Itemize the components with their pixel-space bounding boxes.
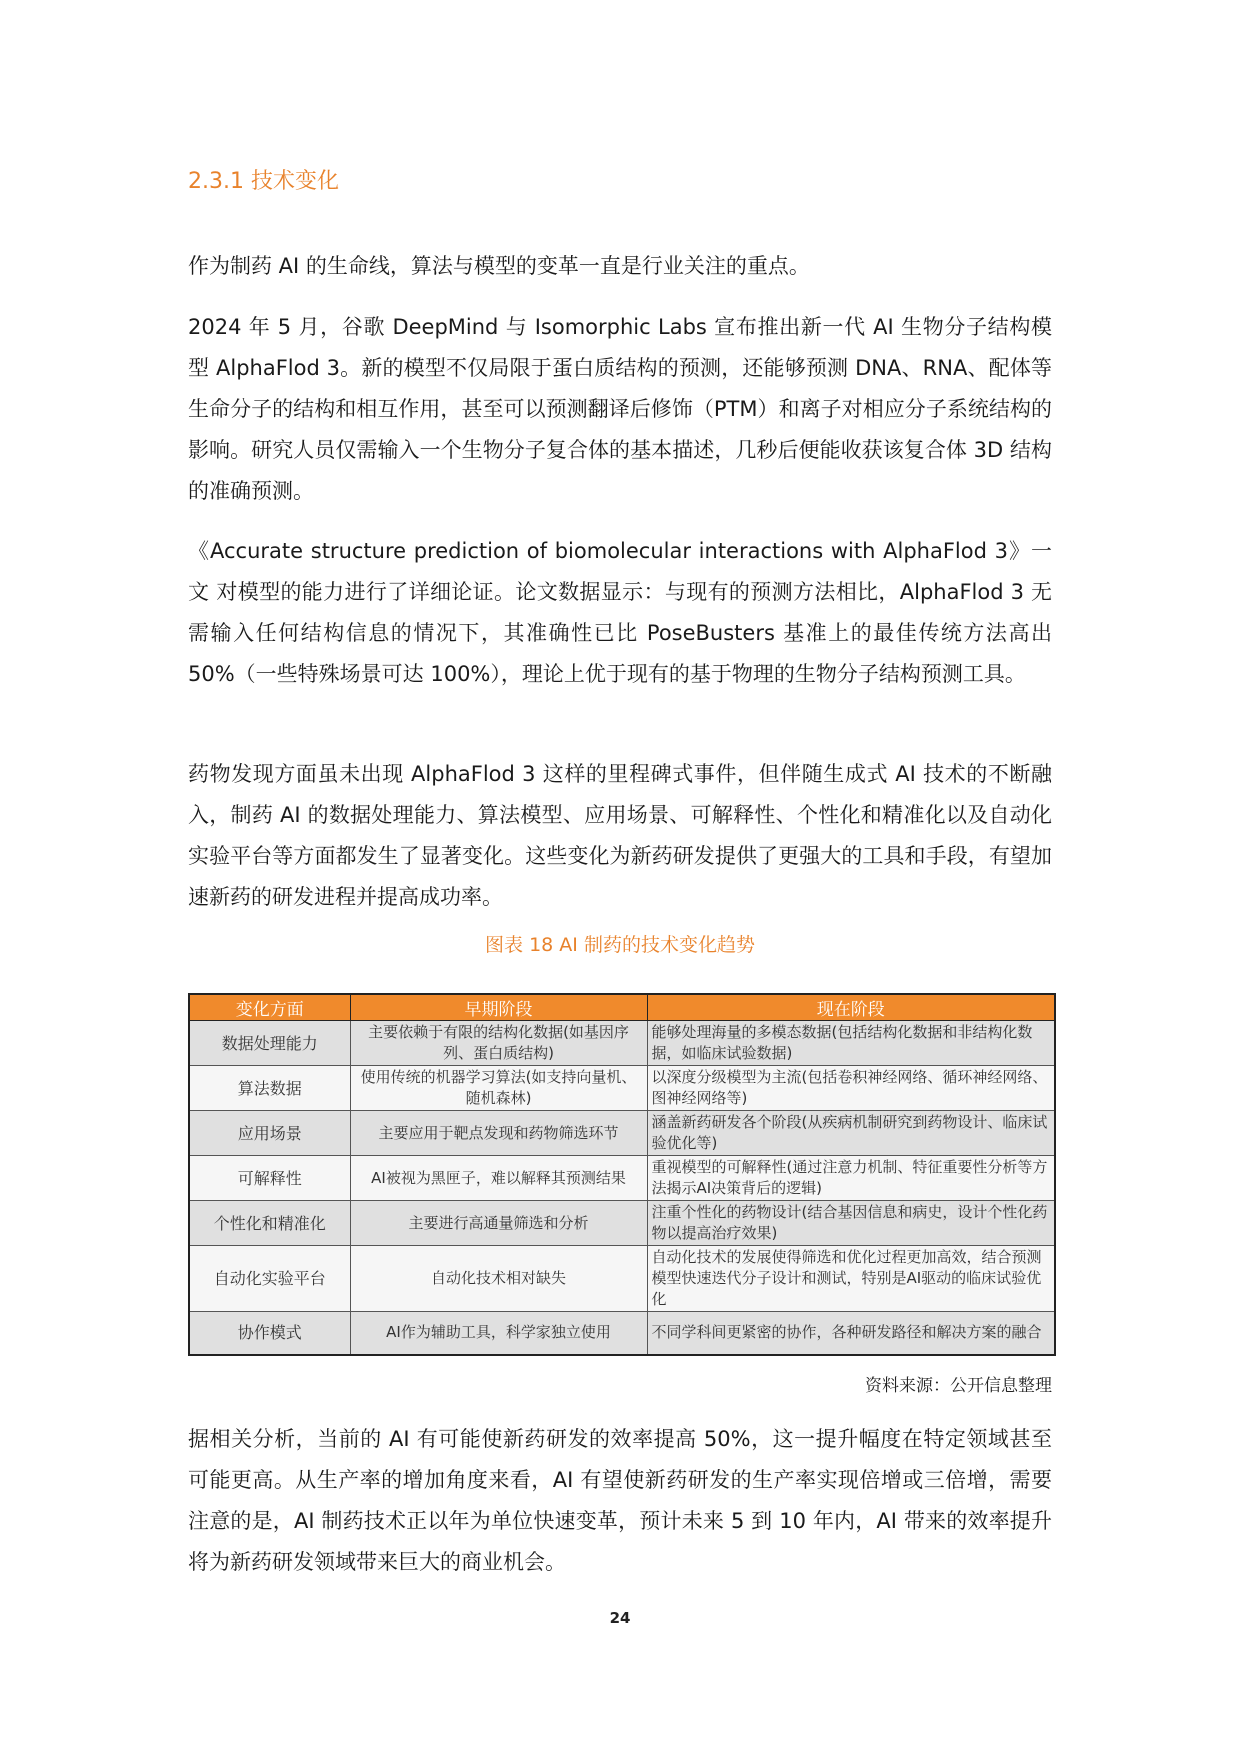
table-row <box>189 1066 1055 1111</box>
table-row <box>189 1156 1055 1201</box>
table-cell-early: AI被视为黑匣子，难以解释其预测结果 <box>350 1156 647 1201</box>
table-cell-aspect: 应用场景 <box>189 1111 350 1156</box>
table-row <box>189 1201 1055 1246</box>
page-number: 24 <box>609 1609 631 1627</box>
table-cell-early: 主要进行高通量筛选和分析 <box>350 1201 647 1246</box>
paragraph-efficiency-analysis: 据相关分析，当前的 AI 有可能使新药研发的效率提高 50%，这一提升幅度在特定领域甚至可能更高。从生产率的增加角度来看，AI 有望使新药研发的生产率实现倍增或三倍增，需要注意的是，AI 制药技术正以年为单位快速变革，预计未来 5 到 10 年内，AI 带来的效率提升将为新药研发领域带来巨大的商业机会。 <box>188 1427 1052 1574</box>
table-cell-current: 能够处理海量的多模态数据(包括结构化数据和非结构化数据，如临床试验数据) <box>647 1021 1055 1066</box>
table-header-cell: 早期阶段 <box>350 994 647 1021</box>
paragraph-drug-discovery-changes: 药物发现方面虽未出现 AlphaFlod 3 这样的里程碑式事件，但伴随生成式 AI 技术的不断融入，制药 AI 的数据处理能力、算法模型、应用场景、可解释性、个性化和精准化以及自动化实验平台等方面都发生了显著变化。这些变化为新药研发提供了更强大的工具和手段，有望加速新药的研发进程并提高成功率。 <box>188 762 1052 909</box>
table-row <box>189 1111 1055 1156</box>
table-cell-aspect: 个性化和精准化 <box>189 1201 350 1246</box>
source-note: 资料来源：公开信息整理 <box>865 1376 1052 1396</box>
table-cell-aspect: 自动化实验平台 <box>189 1246 350 1312</box>
section-heading: 2.3.1 技术变化 <box>188 169 339 194</box>
trend-table-container <box>188 993 1054 1356</box>
table-cell-early: 自动化技术相对缺失 <box>350 1246 647 1312</box>
paragraph-paper-findings: 《Accurate structure prediction of biomolecular interactions with AlphaFlod 3》一文 对模型的能力进行了详细论证。论文数据显示：与现有的预测方法相比，AlphaFlod 3 无需输入任何结构信息的情况下，其准确性已比 PoseBusters 基准上的最佳传统方法高出 50%（一些特殊场景可达 100%），理论上优于现有的基于物理的生物分子结构预测工具。 <box>188 539 1052 686</box>
trend-table <box>188 993 1056 1356</box>
table-cell-early: 使用传统的机器学习算法(如支持向量机、随机森林) <box>350 1066 647 1111</box>
table-header-cell: 现在阶段 <box>647 994 1055 1021</box>
table-cell-current: 自动化技术的发展使得筛选和优化过程更加高效，结合预测模型快速迭代分子设计和测试，特别是AI驱动的临床试验优化 <box>647 1246 1055 1312</box>
table-cell-current: 重视模型的可解释性(通过注意力机制、特征重要性分析等方法揭示AI决策背后的逻辑) <box>647 1156 1055 1201</box>
table-header-cell: 变化方面 <box>189 994 350 1021</box>
table-cell-aspect: 可解释性 <box>189 1156 350 1201</box>
paragraph-intro: 作为制药 AI 的生命线，算法与模型的变革一直是行业关注的重点。 <box>188 254 810 278</box>
table-cell-aspect: 数据处理能力 <box>189 1021 350 1066</box>
table-cell-current: 不同学科间更紧密的协作，各种研发路径和解决方案的融合 <box>647 1312 1055 1355</box>
table-cell-current: 以深度分级模型为主流(包括卷积神经网络、循环神经网络、图神经网络等) <box>647 1066 1055 1111</box>
table-row <box>189 1021 1055 1066</box>
table-cell-current: 涵盖新药研发各个阶段(从疾病机制研究到药物设计、临床试验优化等) <box>647 1111 1055 1156</box>
table-row <box>189 1246 1055 1312</box>
table-cell-early: AI作为辅助工具，科学家独立使用 <box>350 1312 647 1355</box>
table-cell-current: 注重个性化的药物设计(结合基因信息和病史，设计个性化药物以提高治疗效果) <box>647 1201 1055 1246</box>
paragraph-alphaflod-release: 2024 年 5 月，谷歌 DeepMind 与 Isomorphic Labs 宣布推出新一代 AI 生物分子结构模型 AlphaFlod 3。新的模型不仅局限于蛋白质结构的预测，还能够预测 DNA、RNA、配体等生命分子的结构和相互作用，甚至可以预测翻译后修饰（PTM）和离子对相应分子系统结构的影响。研究人员仅需输入一个生物分子复合体的基本描述，几秒后便能收获该复合体 3D 结构的准确预测。 <box>188 315 1052 503</box>
figure-caption: 图表 18 AI 制药的技术变化趋势 <box>485 934 755 956</box>
table-header-row <box>189 994 1055 1021</box>
table-row <box>189 1312 1055 1355</box>
table-cell-aspect: 算法数据 <box>189 1066 350 1111</box>
table-cell-aspect: 协作模式 <box>189 1312 350 1355</box>
table-cell-early: 主要依赖于有限的结构化数据(如基因序列、蛋白质结构) <box>350 1021 647 1066</box>
table-cell-early: 主要应用于靶点发现和药物筛选环节 <box>350 1111 647 1156</box>
